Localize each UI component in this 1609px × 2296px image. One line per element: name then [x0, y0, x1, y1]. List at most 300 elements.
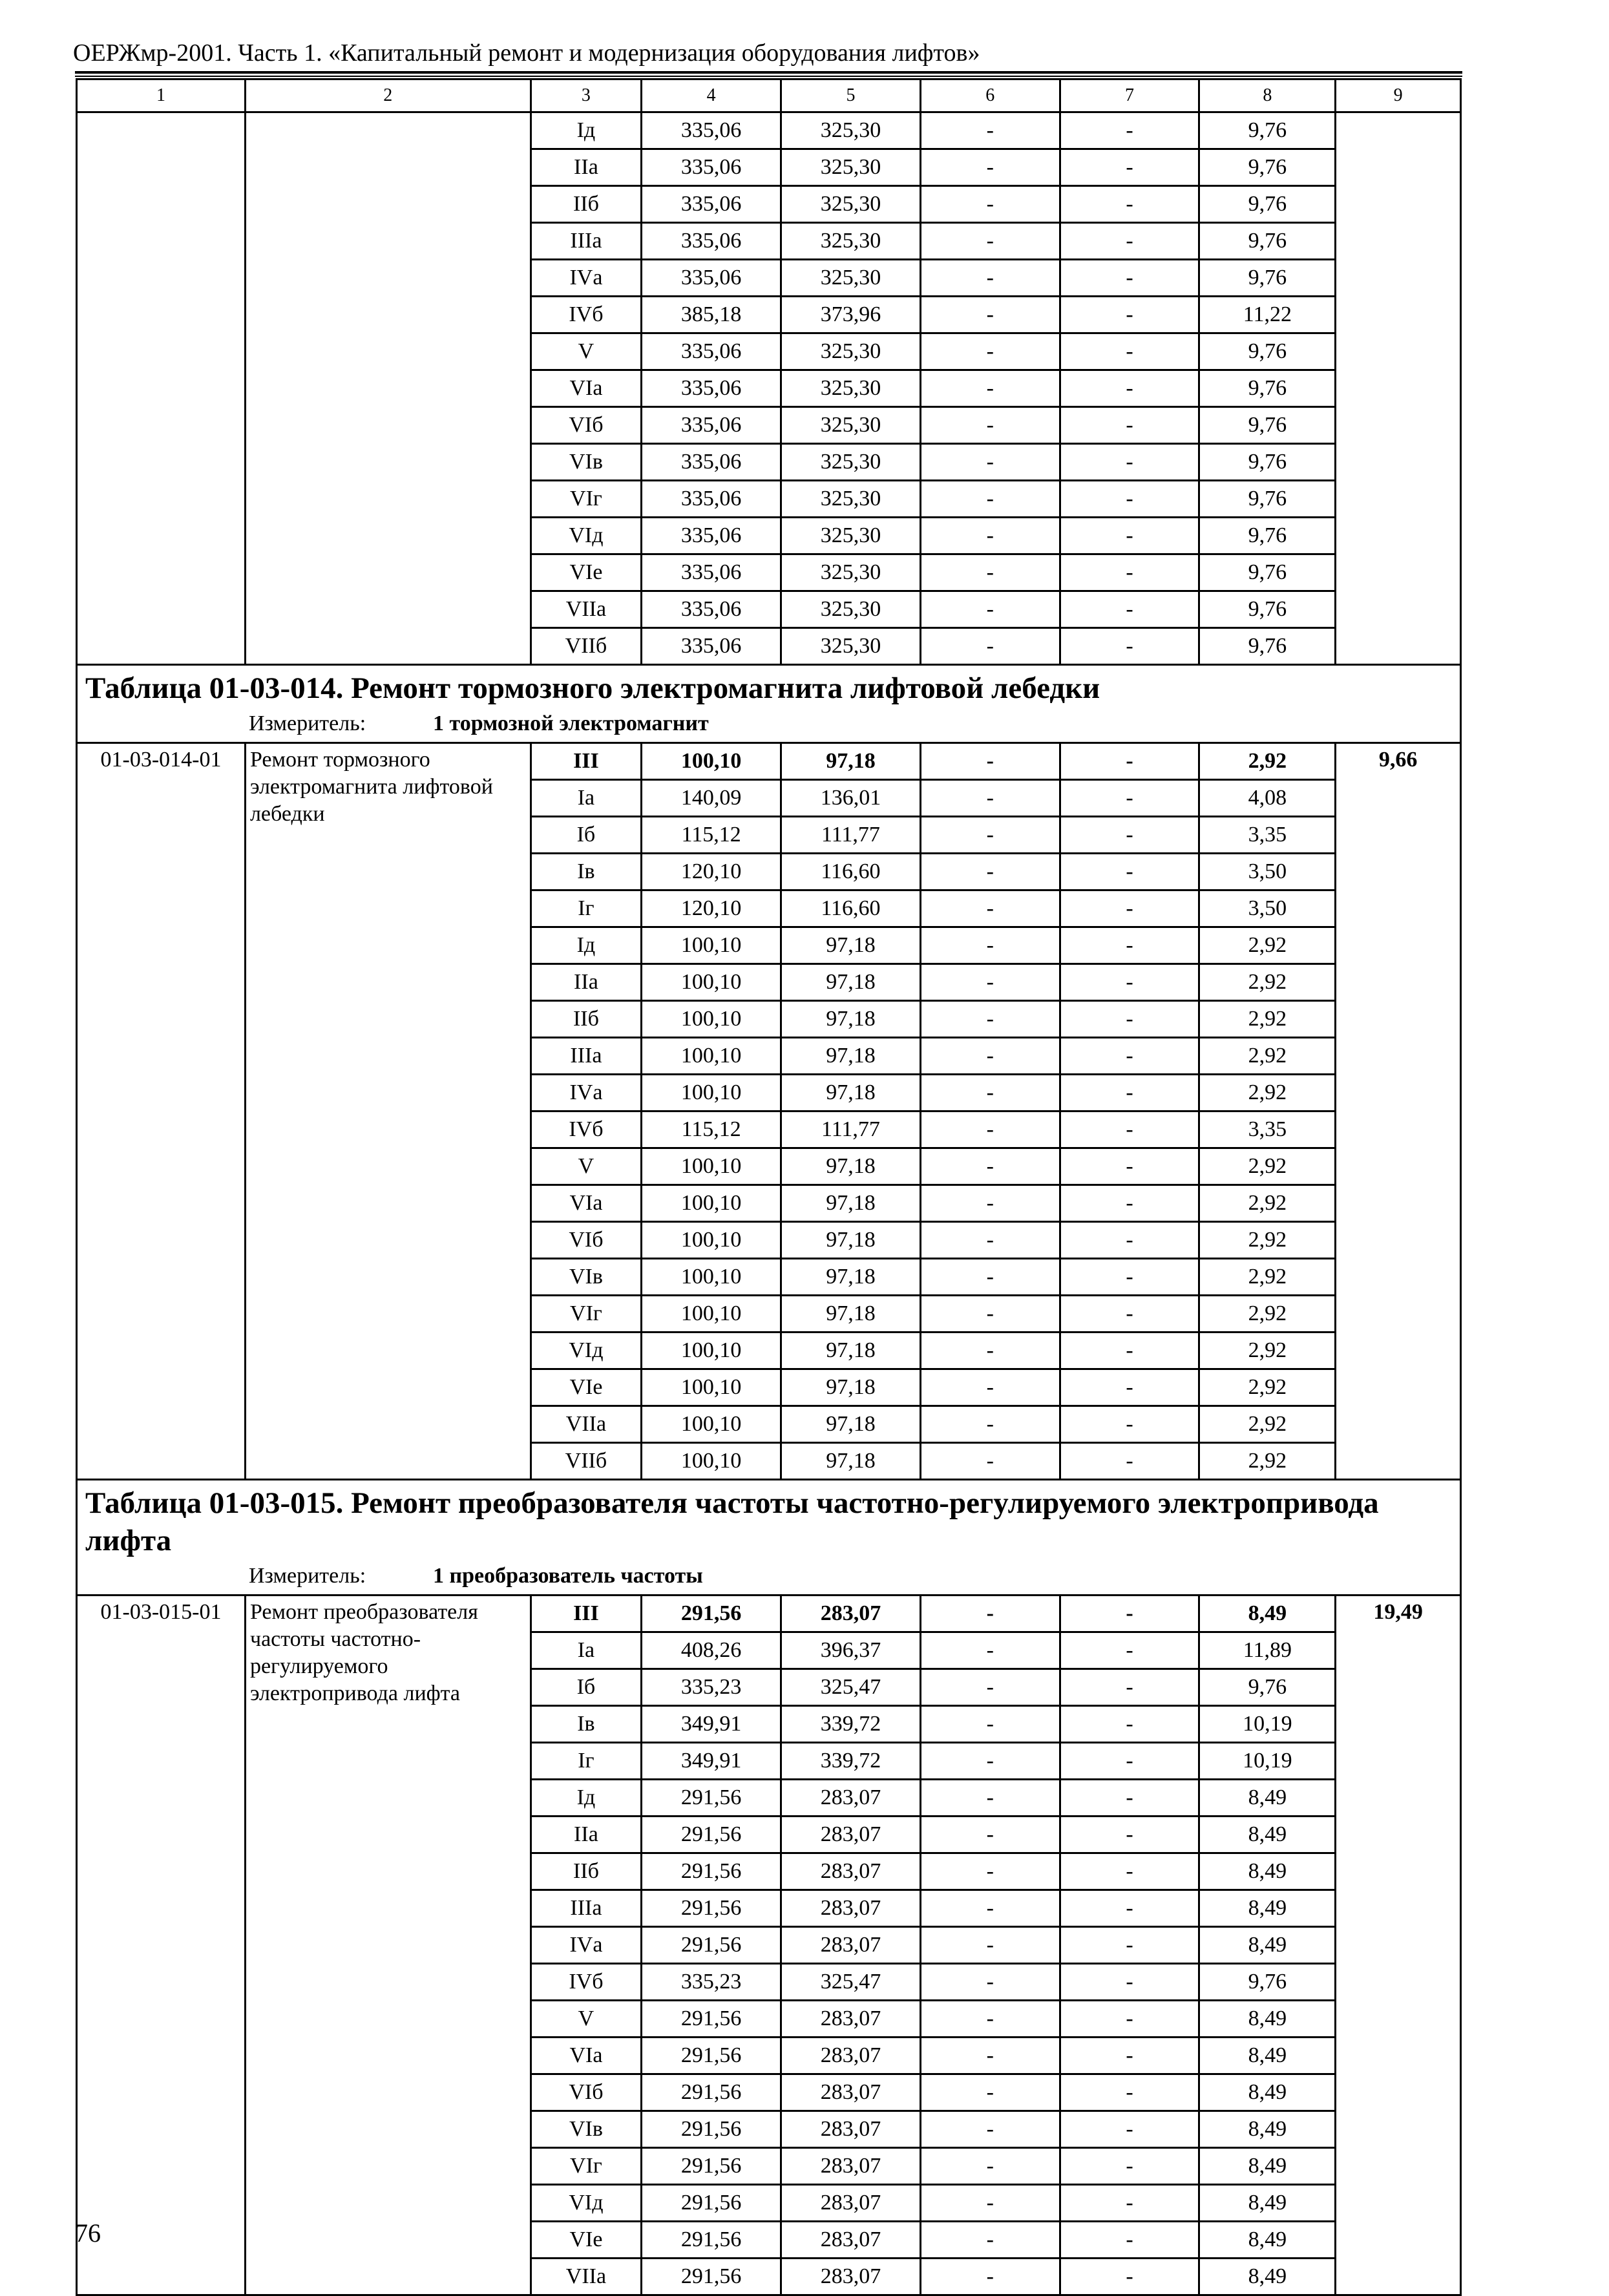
total-cost-cell: 100,10 — [642, 1259, 781, 1296]
wages-cell: 325,30 — [781, 186, 921, 223]
zone-cell: IVб — [531, 1111, 642, 1148]
wages-cell: 283,07 — [781, 1890, 921, 1927]
total-cost-cell: 100,10 — [642, 927, 781, 964]
machines-cell: - — [920, 1038, 1060, 1075]
drivers-wages-cell: - — [1060, 1296, 1199, 1332]
total-cost-cell: 335,23 — [642, 1669, 781, 1706]
zone-cell: VIв — [531, 2111, 642, 2148]
drivers-wages-cell: - — [1060, 1706, 1199, 1743]
zone-cell: VIе — [531, 2222, 642, 2259]
zone-cell: IIб — [531, 1853, 642, 1890]
total-cost-cell: 349,91 — [642, 1706, 781, 1743]
total-cost-cell: 335,06 — [642, 518, 781, 554]
wages-cell: 283,07 — [781, 1927, 921, 1964]
materials-cell: 3,35 — [1199, 1111, 1336, 1148]
drivers-wages-cell: - — [1060, 2185, 1199, 2222]
drivers-wages-cell: - — [1060, 112, 1199, 149]
zone-cell: V — [531, 2001, 642, 2038]
materials-cell: 4,08 — [1199, 780, 1336, 817]
total-cost-cell: 115,12 — [642, 817, 781, 854]
measure-unit-value: 1 преобразователь частоты — [433, 1564, 703, 1588]
wages-cell: 97,18 — [781, 1406, 921, 1443]
materials-cell: 2,92 — [1199, 743, 1336, 780]
column-number: 3 — [531, 79, 642, 112]
wages-cell: 97,18 — [781, 1296, 921, 1332]
zone-cell: VIг — [531, 2148, 642, 2185]
wages-cell: 325,30 — [781, 554, 921, 591]
machines-cell: - — [920, 1853, 1060, 1890]
zone-cell: VIIа — [531, 1406, 642, 1443]
column-number: 7 — [1060, 79, 1199, 112]
machines-cell: - — [920, 518, 1060, 554]
table-title: Таблица 01-03-015. Ремонт преобразователя частоты частотно-регулируемого электропривода лифта — [85, 1486, 1379, 1557]
drivers-wages-cell: - — [1060, 2074, 1199, 2111]
zone-cell: VIб — [531, 1222, 642, 1259]
machines-cell: - — [920, 554, 1060, 591]
wages-cell: 111,77 — [781, 817, 921, 854]
column-number: 1 — [77, 79, 246, 112]
materials-cell: 9,76 — [1199, 407, 1336, 444]
total-cost-cell: 335,06 — [642, 370, 781, 407]
total-cost-cell: 100,10 — [642, 743, 781, 780]
zone-cell: Iг — [531, 1743, 642, 1780]
materials-cell: 8,49 — [1199, 2222, 1336, 2259]
wages-cell: 97,18 — [781, 964, 921, 1001]
zone-cell: Iб — [531, 1669, 642, 1706]
measure-unit-label: Измеритель: — [249, 1564, 366, 1588]
total-cost-cell: 385,18 — [642, 297, 781, 333]
table-caption — [77, 1480, 1461, 1596]
drivers-wages-cell: - — [1060, 817, 1199, 854]
column-number: 4 — [642, 79, 781, 112]
machines-cell: - — [920, 2148, 1060, 2185]
drivers-wages-cell: - — [1060, 333, 1199, 370]
materials-cell: 8,49 — [1199, 1853, 1336, 1890]
machines-cell: - — [920, 1111, 1060, 1148]
machines-cell: - — [920, 1185, 1060, 1222]
materials-cell: 2,92 — [1199, 927, 1336, 964]
measure-unit-value: 1 тормозной электромагнит — [433, 711, 709, 735]
description-cell — [245, 112, 531, 665]
total-cost-cell: 100,10 — [642, 1185, 781, 1222]
measure-unit — [85, 1562, 1456, 1590]
rates-table — [76, 78, 1462, 2296]
machines-cell: - — [920, 1148, 1060, 1185]
wages-cell: 283,07 — [781, 2038, 921, 2074]
wages-cell: 97,18 — [781, 743, 921, 780]
wages-cell: 373,96 — [781, 297, 921, 333]
total-cost-cell: 335,06 — [642, 333, 781, 370]
machines-cell: - — [920, 2185, 1060, 2222]
materials-cell: 10,19 — [1199, 1743, 1336, 1780]
total-cost-cell: 291,56 — [642, 2111, 781, 2148]
total-cost-cell: 100,10 — [642, 1443, 781, 1480]
materials-cell: 9,76 — [1199, 518, 1336, 554]
machines-cell: - — [920, 1632, 1060, 1669]
drivers-wages-cell: - — [1060, 1964, 1199, 2001]
wages-cell: 97,18 — [781, 1185, 921, 1222]
machines-cell: - — [920, 1964, 1060, 2001]
machines-cell: - — [920, 1406, 1060, 1443]
wages-cell: 283,07 — [781, 2185, 921, 2222]
total-cost-cell: 291,56 — [642, 1596, 781, 1632]
materials-cell: 8,49 — [1199, 1927, 1336, 1964]
materials-cell: 8,49 — [1199, 1780, 1336, 1817]
total-cost-cell: 100,10 — [642, 1332, 781, 1369]
measure-unit-label: Измеритель: — [249, 711, 366, 735]
zone-cell: VIIб — [531, 1443, 642, 1480]
total-cost-cell: 335,06 — [642, 591, 781, 628]
table-row — [77, 1596, 1461, 1632]
materials-cell: 8,49 — [1199, 2185, 1336, 2222]
zone-cell: VIа — [531, 370, 642, 407]
zone-cell: V — [531, 333, 642, 370]
wages-cell: 116,60 — [781, 854, 921, 890]
machines-cell: - — [920, 780, 1060, 817]
wages-cell: 283,07 — [781, 2259, 921, 2295]
materials-cell: 8,49 — [1199, 2148, 1336, 2185]
materials-cell: 3,50 — [1199, 890, 1336, 927]
drivers-wages-cell: - — [1060, 2148, 1199, 2185]
wages-cell: 339,72 — [781, 1743, 921, 1780]
drivers-wages-cell: - — [1060, 1075, 1199, 1111]
wages-cell: 97,18 — [781, 1222, 921, 1259]
materials-cell: 2,92 — [1199, 1001, 1336, 1038]
materials-cell: 2,92 — [1199, 1185, 1336, 1222]
zone-cell: VIг — [531, 481, 642, 518]
drivers-wages-cell: - — [1060, 927, 1199, 964]
wages-cell: 339,72 — [781, 1706, 921, 1743]
total-cost-cell: 291,56 — [642, 2148, 781, 2185]
materials-cell: 9,76 — [1199, 554, 1336, 591]
zone-cell: VIг — [531, 1296, 642, 1332]
total-cost-cell: 115,12 — [642, 1111, 781, 1148]
zone-cell: III — [531, 1596, 642, 1632]
zone-cell: III — [531, 743, 642, 780]
total-cost-cell: 100,10 — [642, 1038, 781, 1075]
wages-cell: 283,07 — [781, 2111, 921, 2148]
materials-cell: 9,76 — [1199, 223, 1336, 260]
drivers-wages-cell: - — [1060, 964, 1199, 1001]
materials-cell: 8,49 — [1199, 1817, 1336, 1853]
materials-cell: 2,92 — [1199, 1075, 1336, 1111]
drivers-wages-cell: - — [1060, 2001, 1199, 2038]
drivers-wages-cell: - — [1060, 186, 1199, 223]
materials-cell: 8,49 — [1199, 2038, 1336, 2074]
wages-cell: 283,07 — [781, 2074, 921, 2111]
machines-cell: - — [920, 1259, 1060, 1296]
total-cost-cell: 335,06 — [642, 112, 781, 149]
machines-cell: - — [920, 2074, 1060, 2111]
drivers-wages-cell: - — [1060, 1259, 1199, 1296]
code-cell: 01-03-014-01 — [77, 743, 246, 1480]
materials-cell: 2,92 — [1199, 1443, 1336, 1480]
machines-cell: - — [920, 407, 1060, 444]
materials-cell: 9,76 — [1199, 370, 1336, 407]
total-cost-cell: 335,06 — [642, 554, 781, 591]
materials-cell: 2,92 — [1199, 1369, 1336, 1406]
machines-cell: - — [920, 1780, 1060, 1817]
drivers-wages-cell: - — [1060, 444, 1199, 481]
total-cost-cell: 408,26 — [642, 1632, 781, 1669]
total-cost-cell: 140,09 — [642, 780, 781, 817]
col9-cell: 9,66 — [1336, 743, 1461, 1480]
drivers-wages-cell: - — [1060, 1853, 1199, 1890]
zone-cell: IIIа — [531, 1890, 642, 1927]
wages-cell: 97,18 — [781, 1332, 921, 1369]
drivers-wages-cell: - — [1060, 1443, 1199, 1480]
machines-cell: - — [920, 854, 1060, 890]
drivers-wages-cell: - — [1060, 481, 1199, 518]
machines-cell: - — [920, 1296, 1060, 1332]
wages-cell: 97,18 — [781, 1259, 921, 1296]
total-cost-cell: 100,10 — [642, 1001, 781, 1038]
wages-cell: 325,30 — [781, 444, 921, 481]
header-rule-thin — [75, 76, 1462, 77]
materials-cell: 11,89 — [1199, 1632, 1336, 1669]
materials-cell: 2,92 — [1199, 1038, 1336, 1075]
machines-cell: - — [920, 2111, 1060, 2148]
wages-cell: 325,30 — [781, 223, 921, 260]
wages-cell: 325,30 — [781, 518, 921, 554]
total-cost-cell: 291,56 — [642, 1780, 781, 1817]
total-cost-cell: 349,91 — [642, 1743, 781, 1780]
machines-cell: - — [920, 1743, 1060, 1780]
zone-cell: VIб — [531, 2074, 642, 2111]
zone-cell: Iв — [531, 854, 642, 890]
wages-cell: 97,18 — [781, 1001, 921, 1038]
zone-cell: Iв — [531, 1706, 642, 1743]
total-cost-cell: 291,56 — [642, 2185, 781, 2222]
table-row — [77, 112, 1461, 149]
drivers-wages-cell: - — [1060, 1780, 1199, 1817]
machines-cell: - — [920, 1075, 1060, 1111]
code-cell — [77, 112, 246, 665]
wages-cell: 283,07 — [781, 1817, 921, 1853]
drivers-wages-cell: - — [1060, 1111, 1199, 1148]
drivers-wages-cell: - — [1060, 518, 1199, 554]
wages-cell: 325,47 — [781, 1669, 921, 1706]
column-number: 2 — [245, 79, 531, 112]
total-cost-cell: 291,56 — [642, 1890, 781, 1927]
machines-cell: - — [920, 260, 1060, 297]
wages-cell: 325,30 — [781, 149, 921, 186]
machines-cell: - — [920, 2001, 1060, 2038]
materials-cell: 2,92 — [1199, 1222, 1336, 1259]
total-cost-cell: 335,06 — [642, 407, 781, 444]
total-cost-cell: 291,56 — [642, 2038, 781, 2074]
total-cost-cell: 100,10 — [642, 964, 781, 1001]
wages-cell: 325,30 — [781, 591, 921, 628]
machines-cell: - — [920, 1443, 1060, 1480]
zone-cell: VIв — [531, 1259, 642, 1296]
drivers-wages-cell: - — [1060, 554, 1199, 591]
materials-cell: 9,76 — [1199, 333, 1336, 370]
zone-cell: Iа — [531, 1632, 642, 1669]
total-cost-cell: 335,06 — [642, 481, 781, 518]
page-number: 76 — [75, 2218, 101, 2248]
zone-cell: IVа — [531, 1927, 642, 1964]
column-number-row — [77, 79, 1461, 112]
materials-cell: 8,49 — [1199, 2074, 1336, 2111]
total-cost-cell: 335,23 — [642, 1964, 781, 2001]
zone-cell: IVб — [531, 297, 642, 333]
col9-cell: 19,49 — [1336, 1596, 1461, 2295]
drivers-wages-cell: - — [1060, 743, 1199, 780]
drivers-wages-cell: - — [1060, 780, 1199, 817]
rates-table-body — [77, 79, 1461, 2295]
wages-cell: 136,01 — [781, 780, 921, 817]
total-cost-cell: 335,06 — [642, 628, 781, 665]
total-cost-cell: 291,56 — [642, 2222, 781, 2259]
zone-cell: VIIа — [531, 591, 642, 628]
zone-cell: VIд — [531, 2185, 642, 2222]
drivers-wages-cell: - — [1060, 1890, 1199, 1927]
total-cost-cell: 335,06 — [642, 444, 781, 481]
machines-cell: - — [920, 112, 1060, 149]
table-caption — [77, 665, 1461, 743]
wages-cell: 325,30 — [781, 628, 921, 665]
zone-cell: VIIб — [531, 628, 642, 665]
total-cost-cell: 100,10 — [642, 1075, 781, 1111]
machines-cell: - — [920, 2259, 1060, 2295]
zone-cell: Iд — [531, 927, 642, 964]
zone-cell: Iд — [531, 112, 642, 149]
wages-cell: 283,07 — [781, 1853, 921, 1890]
machines-cell: - — [920, 1222, 1060, 1259]
zone-cell: VIе — [531, 554, 642, 591]
zone-cell: IIа — [531, 1817, 642, 1853]
machines-cell: - — [920, 817, 1060, 854]
machines-cell: - — [920, 743, 1060, 780]
drivers-wages-cell: - — [1060, 1038, 1199, 1075]
drivers-wages-cell: - — [1060, 1001, 1199, 1038]
total-cost-cell: 291,56 — [642, 1853, 781, 1890]
column-number: 5 — [781, 79, 921, 112]
code-cell: 01-03-015-01 — [77, 1596, 246, 2295]
total-cost-cell: 335,06 — [642, 186, 781, 223]
wages-cell: 325,30 — [781, 333, 921, 370]
total-cost-cell: 120,10 — [642, 854, 781, 890]
total-cost-cell: 335,06 — [642, 149, 781, 186]
table-title: Таблица 01-03-014. Ремонт тормозного электромагнита лифтовой лебедки — [85, 671, 1100, 705]
machines-cell: - — [920, 591, 1060, 628]
machines-cell: - — [920, 149, 1060, 186]
drivers-wages-cell: - — [1060, 1817, 1199, 1853]
total-cost-cell: 291,56 — [642, 1927, 781, 1964]
drivers-wages-cell: - — [1060, 1222, 1199, 1259]
materials-cell: 2,92 — [1199, 1259, 1336, 1296]
machines-cell: - — [920, 1669, 1060, 1706]
drivers-wages-cell: - — [1060, 1185, 1199, 1222]
drivers-wages-cell: - — [1060, 260, 1199, 297]
wages-cell: 97,18 — [781, 1038, 921, 1075]
column-number: 8 — [1199, 79, 1336, 112]
drivers-wages-cell: - — [1060, 297, 1199, 333]
total-cost-cell: 291,56 — [642, 1817, 781, 1853]
table-caption-row — [77, 665, 1461, 743]
drivers-wages-cell: - — [1060, 1148, 1199, 1185]
materials-cell: 3,50 — [1199, 854, 1336, 890]
wages-cell: 97,18 — [781, 1369, 921, 1406]
materials-cell: 9,76 — [1199, 444, 1336, 481]
drivers-wages-cell: - — [1060, 591, 1199, 628]
materials-cell: 9,76 — [1199, 591, 1336, 628]
drivers-wages-cell: - — [1060, 223, 1199, 260]
zone-cell: VIв — [531, 444, 642, 481]
machines-cell: - — [920, 628, 1060, 665]
machines-cell: - — [920, 481, 1060, 518]
wages-cell: 283,07 — [781, 2001, 921, 2038]
column-number: 6 — [920, 79, 1060, 112]
materials-cell: 9,76 — [1199, 1964, 1336, 2001]
zone-cell: Iа — [531, 780, 642, 817]
materials-cell: 8,49 — [1199, 2001, 1336, 2038]
materials-cell: 9,76 — [1199, 149, 1336, 186]
machines-cell: - — [920, 1596, 1060, 1632]
machines-cell: - — [920, 2038, 1060, 2074]
wages-cell: 116,60 — [781, 890, 921, 927]
total-cost-cell: 335,06 — [642, 260, 781, 297]
wages-cell: 283,07 — [781, 1780, 921, 1817]
zone-cell: IIIа — [531, 223, 642, 260]
drivers-wages-cell: - — [1060, 370, 1199, 407]
materials-cell: 8,49 — [1199, 1890, 1336, 1927]
machines-cell: - — [920, 927, 1060, 964]
wages-cell: 396,37 — [781, 1632, 921, 1669]
machines-cell: - — [920, 297, 1060, 333]
drivers-wages-cell: - — [1060, 2038, 1199, 2074]
drivers-wages-cell: - — [1060, 890, 1199, 927]
total-cost-cell: 100,10 — [642, 1296, 781, 1332]
machines-cell: - — [920, 223, 1060, 260]
machines-cell: - — [920, 1332, 1060, 1369]
zone-cell: IVа — [531, 1075, 642, 1111]
total-cost-cell: 100,10 — [642, 1369, 781, 1406]
total-cost-cell: 100,10 — [642, 1222, 781, 1259]
wages-cell: 325,30 — [781, 370, 921, 407]
total-cost-cell: 120,10 — [642, 890, 781, 927]
wages-cell: 283,07 — [781, 1596, 921, 1632]
wages-cell: 97,18 — [781, 1148, 921, 1185]
materials-cell: 2,92 — [1199, 1332, 1336, 1369]
drivers-wages-cell: - — [1060, 1743, 1199, 1780]
drivers-wages-cell: - — [1060, 1596, 1199, 1632]
total-cost-cell: 100,10 — [642, 1406, 781, 1443]
zone-cell: VIа — [531, 2038, 642, 2074]
materials-cell: 9,76 — [1199, 260, 1336, 297]
drivers-wages-cell: - — [1060, 407, 1199, 444]
total-cost-cell: 291,56 — [642, 2001, 781, 2038]
total-cost-cell: 100,10 — [642, 1148, 781, 1185]
wages-cell: 325,30 — [781, 260, 921, 297]
measure-unit — [85, 710, 1456, 738]
wages-cell: 283,07 — [781, 2148, 921, 2185]
page-header-title: ОЕРЖмр-2001. Часть 1. «Капитальный ремонт и модернизация оборудования лифтов» — [73, 39, 980, 67]
zone-cell: IIа — [531, 149, 642, 186]
drivers-wages-cell: - — [1060, 1669, 1199, 1706]
wages-cell: 325,30 — [781, 481, 921, 518]
materials-cell: 9,76 — [1199, 628, 1336, 665]
zone-cell: IIб — [531, 186, 642, 223]
machines-cell: - — [920, 186, 1060, 223]
wages-cell: 283,07 — [781, 2222, 921, 2259]
materials-cell: 8,49 — [1199, 1596, 1336, 1632]
wages-cell: 325,47 — [781, 1964, 921, 2001]
col9-cell — [1336, 112, 1461, 665]
drivers-wages-cell: - — [1060, 2259, 1199, 2295]
wages-cell: 325,30 — [781, 407, 921, 444]
